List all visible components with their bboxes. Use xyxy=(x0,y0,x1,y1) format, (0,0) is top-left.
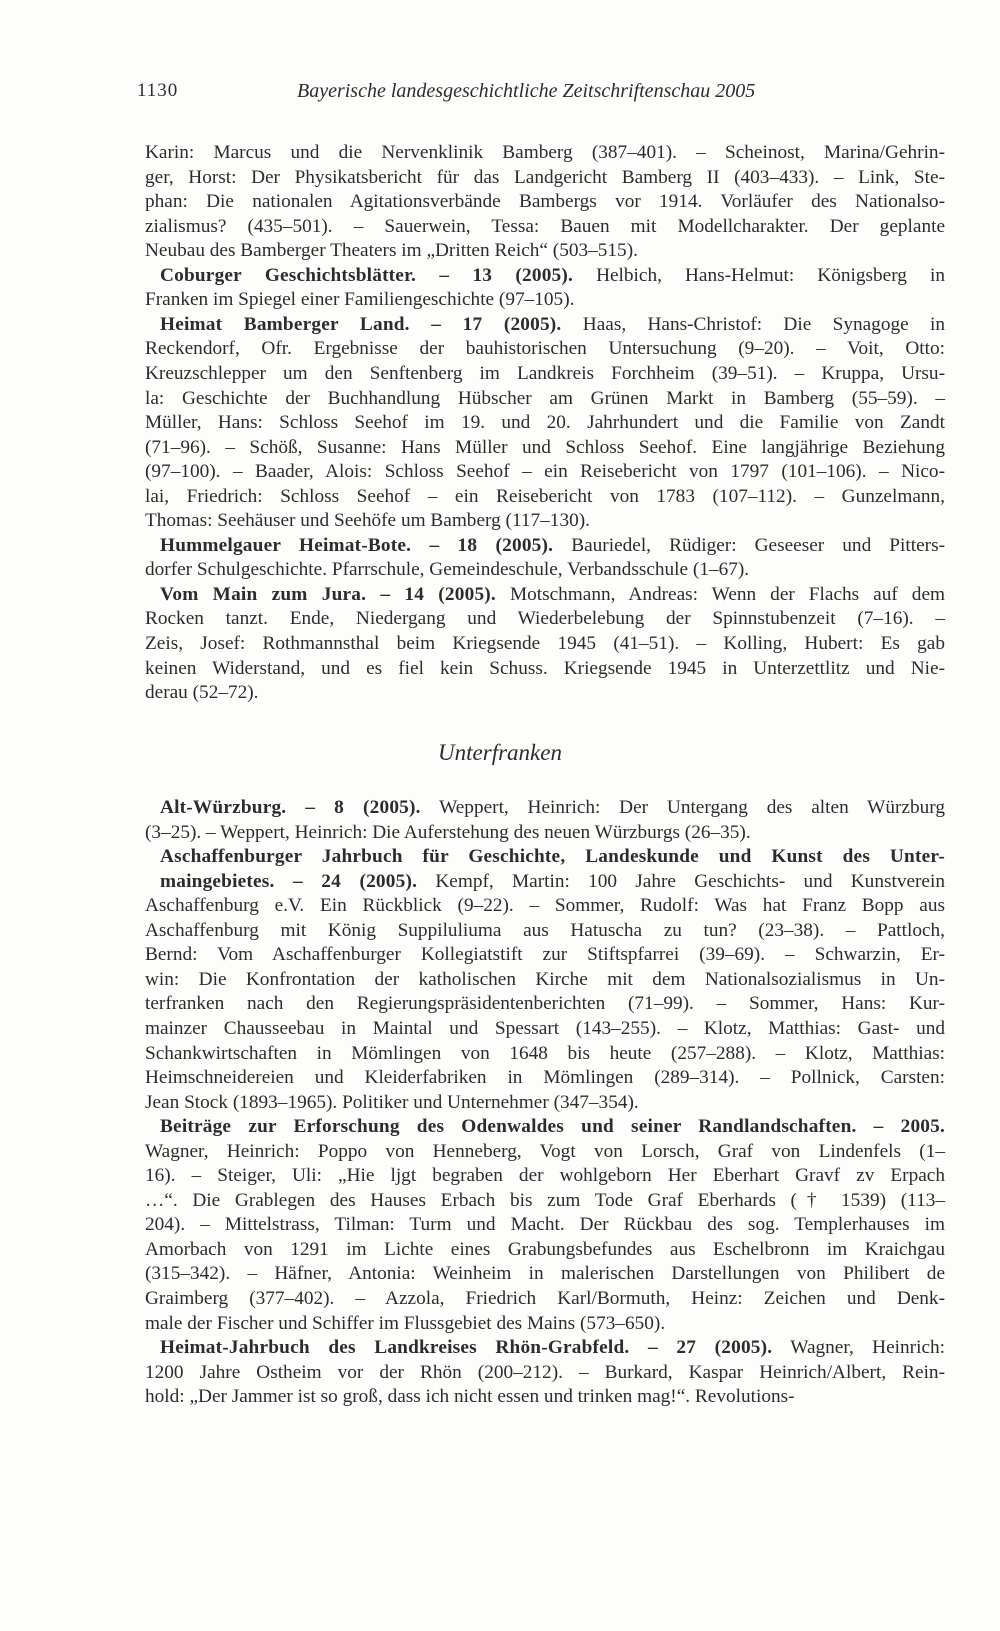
entry-text: Helbich, Hans-Helmut: Königsberg in xyxy=(573,264,945,286)
periodical-title: Heimat Bamberger Land. – 17 (2005). xyxy=(160,313,562,335)
entry-text: terfranken nach den Regierungspräsidentenberichten (71–99). – Sommer, Hans: Kur- xyxy=(145,993,945,1015)
text-line xyxy=(145,361,945,387)
periodical-title: Hummelgauer Heimat-Bote. – 18 (2005). xyxy=(160,534,554,556)
entry-text: la: Geschichte der Buchhandlung Hübscher am Grünen Markt in Bamberg (55–59). – xyxy=(145,387,945,409)
text-line xyxy=(145,214,945,240)
text-line xyxy=(145,1041,945,1067)
text-line xyxy=(145,533,945,559)
entry-text: zialismus? (435–501). – Sauerwein, Tessa: Bauen mit Modellcharakter. Der geplante xyxy=(145,215,945,237)
entry-text: Bauriedel, Rüdiger: Geseeser und Pitters- xyxy=(553,534,945,556)
text-line xyxy=(145,1065,945,1091)
text-line xyxy=(145,1286,945,1312)
entry-text: Wagner, Heinrich: xyxy=(772,1337,945,1359)
text-line xyxy=(145,606,945,632)
entry-text: dorfer Schulgeschichte. Pfarrschule, Gemeindeschule, Verbandsschule (1–67). xyxy=(145,559,750,581)
text-line xyxy=(145,1016,945,1042)
entry-text: Thomas: Seehäuser und Seehöfe um Bamberg (117–130). xyxy=(145,510,590,532)
text-line xyxy=(145,942,945,968)
text-line xyxy=(145,140,945,166)
page-number: 1130 xyxy=(137,80,179,101)
entry-text: ger, Horst: Der Physikatsbericht für das Landgericht Bamberg II (403–433). – Link, Ste- xyxy=(145,166,945,188)
text-line xyxy=(145,1090,945,1116)
periodical-title: Coburger Geschichtsblätter. – 13 (2005). xyxy=(160,264,574,286)
journal-title: Bayerische landesgeschichtliche Zeitschriftenschau 2005 xyxy=(297,80,756,102)
entry-text: Bernd: Vom Aschaffenburger Kollegiatstift zur Stiftspfarrei (39–69). – Schwarzin, Er- xyxy=(145,944,945,966)
text-line xyxy=(145,1237,945,1263)
text-line xyxy=(145,312,945,338)
text-line xyxy=(145,410,945,436)
text-line xyxy=(145,1212,945,1238)
text-line xyxy=(145,795,945,821)
entry-text: (97–100). – Baader, Alois: Schloss Seehof – ein Reisebericht von 1797 (101–106). – Nico- xyxy=(145,461,945,483)
text-line xyxy=(145,1163,945,1189)
entry-text: win: Die Konfrontation der katholischen Kirche mit dem Nationalsozialismus in Un- xyxy=(145,968,945,990)
entry-text: Kreuzschlepper um den Senftenberg im Landkreis Forchheim (39–51). – Kruppa, Ursu- xyxy=(145,362,945,384)
entry-text: derau (52–72). xyxy=(145,682,259,704)
text-line xyxy=(145,1335,945,1361)
text-line xyxy=(145,893,945,919)
text-line xyxy=(145,1114,945,1140)
text-line xyxy=(145,238,945,264)
periodical-title: maingebietes. – 24 (2005). xyxy=(160,870,418,892)
text-line xyxy=(145,1360,945,1386)
entry-text: …“. Die Grablegen des Hauses Erbach bis zum Tode Graf Eberhards († 1539) (113– xyxy=(145,1189,945,1211)
text-line xyxy=(145,484,945,510)
text-line xyxy=(145,1261,945,1287)
entry-text: Zeis, Josef: Rothmannsthal beim Kriegsende 1945 (41–51). – Kolling, Hubert: Es gab xyxy=(145,633,945,654)
entry-text: mainzer Chausseebau in Maintal und Spessart (143–255). – Klotz, Matthias: Gast- und xyxy=(145,1017,945,1039)
entry-text: Reckendorf, Ofr. Ergebnisse der bauhistorischen Untersuchung (9–20). – Voit, Otto: xyxy=(145,338,945,360)
text-line xyxy=(145,386,945,412)
entry-text: male der Fischer und Schiffer im Flussgebiet des Mains (573–650). xyxy=(145,1312,666,1334)
text-line xyxy=(145,189,945,215)
text-line xyxy=(145,967,945,993)
text-line xyxy=(145,263,945,289)
text-line xyxy=(145,508,945,534)
text-line xyxy=(145,1188,945,1214)
entry-text: hold: „Der Jammer ist so groß, dass ich nicht essen und trinken mag!“. Revolutions- xyxy=(145,1386,795,1408)
entry-text: Müller, Hans: Schloss Seehof im 19. und 20. Jahrhundert und die Familie von Zandt xyxy=(145,412,945,434)
text-line xyxy=(145,557,945,583)
text-line xyxy=(145,435,945,461)
entry-text: Weppert, Heinrich: Der Untergang des alten Würzburg xyxy=(420,797,945,818)
entry-text: Franken im Spiegel einer Familiengeschichte (97–105). xyxy=(145,289,575,311)
entry-text: Karin: Marcus und die Nervenklinik Bamberg (387–401). – Scheinost, Marina/Gehrin- xyxy=(145,142,945,163)
entry-text: 204). – Mittelstrass, Tilman: Turm und Macht. Der Rückbau des sog. Templerhauses im xyxy=(145,1214,945,1236)
entry-text: (3–25). – Weppert, Heinrich: Die Auferstehung des neuen Würzburgs (26–35). xyxy=(145,821,751,843)
text-line xyxy=(145,287,945,313)
entry-text: 16). – Steiger, Uli: „Hie ljgt begraben der wohlgeborn Her Eberhart Gravf zv Erpach xyxy=(145,1165,945,1187)
text-line xyxy=(145,336,945,362)
text-line xyxy=(145,820,945,846)
entry-text: Jean Stock (1893–1965). Politiker und Unternehmer (347–354). xyxy=(145,1091,639,1113)
entry-text: phan: Die nationalen Agitationsverbände Bambergs vor 1914. Vorläufer des Nationalso- xyxy=(145,191,945,213)
periodical-title: Vom Main zum Jura. – 14 (2005). xyxy=(160,583,496,605)
entry-text: (315–342). – Häfner, Antonia: Weinheim in malerischen Darstellungen von Philibert de xyxy=(145,1263,945,1285)
entry-text: Neubau des Bamberger Theaters im „Dritten Reich“ (503–515). xyxy=(145,240,638,262)
entry-text: Graimberg (377–402). – Azzola, Friedrich Karl/Bormuth, Heinz: Zeichen und Denk- xyxy=(145,1288,945,1309)
entry-text: keinen Widerstand, und es fiel kein Schuss. Kriegsende 1945 in Unterzettlitz und Nie- xyxy=(145,657,945,679)
entry-text: Schankwirtschaften in Mömlingen von 1648 bis heute (257–288). – Klotz, Matthias: xyxy=(145,1042,945,1064)
entry-text: Wagner, Heinrich: Poppo von Henneberg, Vogt von Lorsch, Graf von Lindenfels (1– xyxy=(145,1140,945,1162)
entry-text: Aschaffenburg e.V. Ein Rückblick (9–22). – Sommer, Rudolf: Was hat Franz Bopp aus xyxy=(145,895,945,917)
entry-text: Amorbach von 1291 im Lichte eines Grabungsbefundes aus Eschelbronn im Kraichgau xyxy=(145,1238,945,1260)
entry-text: (71–96). – Schöß, Susanne: Hans Müller und Schloss Seehof. Eine langjährige Beziehung xyxy=(145,436,945,458)
periodical-title: Beiträge zur Erforschung des Odenwaldes und seiner Randlandschaften. – 2005. xyxy=(160,1116,945,1138)
entry-text: 1200 Jahre Ostheim vor der Rhön (200–212). – Burkard, Kaspar Heinrich/Albert, Rein- xyxy=(145,1361,945,1383)
periodical-title: Heimat-Jahrbuch des Landkreises Rhön-Grabfeld. – 27 (2005). xyxy=(160,1337,773,1359)
entry-text: Rocken tanzt. Ende, Niedergang und Wiederbelebung der Spinnstubenzeit (7–16). – xyxy=(145,608,945,630)
periodical-title: Alt-Würzburg. – 8 (2005). xyxy=(160,797,421,818)
text-line xyxy=(145,991,945,1017)
text-line xyxy=(145,1139,945,1165)
section-heading: Unterfranken xyxy=(438,740,562,765)
text-line xyxy=(145,918,945,944)
entry-text: Kempf, Martin: 100 Jahre Geschichts- und Kunstverein xyxy=(417,870,945,892)
entry-text: lai, Friedrich: Schloss Seehof – ein Reisebericht von 1783 (107–112). – Gunzelmann, xyxy=(145,485,945,507)
text-line xyxy=(145,631,945,657)
text-line xyxy=(145,582,945,608)
text-line xyxy=(145,165,945,191)
text-line xyxy=(145,680,945,706)
running-head xyxy=(137,80,947,108)
text-line xyxy=(145,1311,945,1337)
entry-text: Heimschneidereien und Kleiderfabriken in Mömlingen (289–314). – Pollnick, Carsten: xyxy=(145,1067,945,1089)
periodical-title: Aschaffenburger Jahrbuch für Geschichte, Landeskunde und Kunst des Unter- xyxy=(160,846,945,868)
text-line xyxy=(145,459,945,485)
text-line xyxy=(145,656,945,682)
entry-text: Motschmann, Andreas: Wenn der Flachs auf dem xyxy=(495,583,945,605)
text-line xyxy=(145,1384,945,1410)
text-line xyxy=(145,869,945,895)
text-line xyxy=(145,844,945,870)
entry-text: Aschaffenburg mit König Suppiluliuma aus Hatuscha zu tun? (23–38). – Pattloch, xyxy=(145,919,945,941)
entry-text: Haas, Hans-Christof: Die Synagoge in xyxy=(561,313,945,335)
